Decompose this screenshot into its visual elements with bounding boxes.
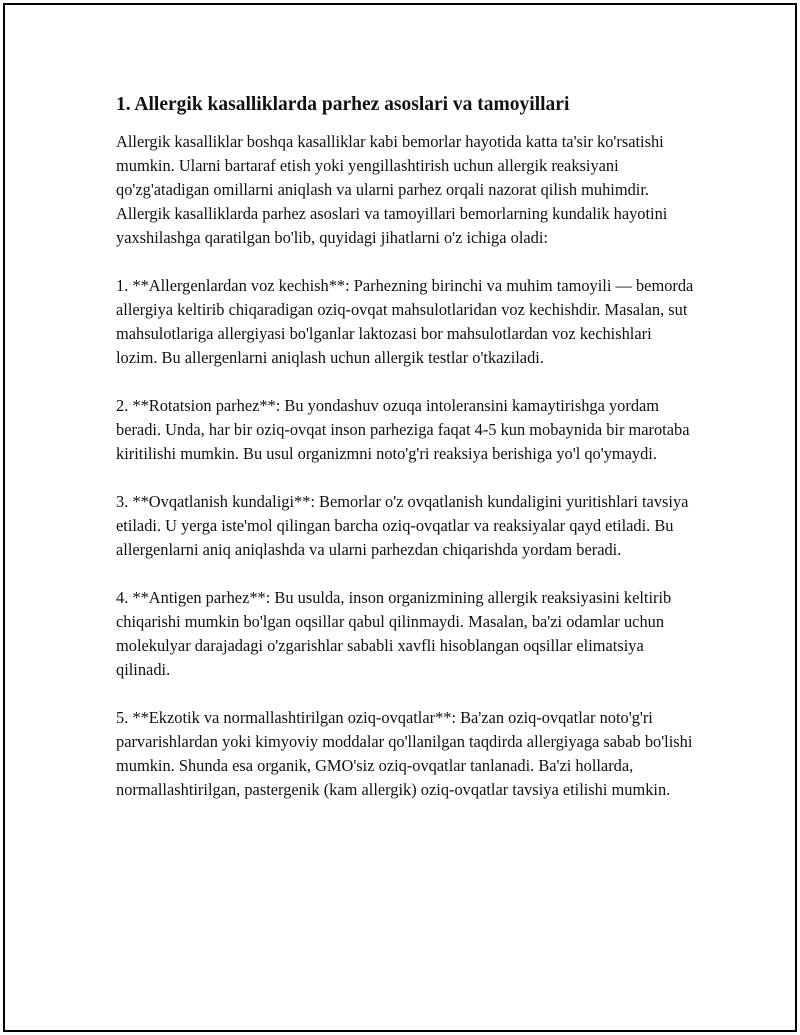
list-item-rotation-diet: 2. **Rotatsion parhez**: Bu yondashuv ozuqa intoleransini kamaytirishga yordam beradi. Unda, har bir oziq-ovqat inson parheziga faqat 4-5 kun mobaynida bir marotaba kiritilishi mumkin. Bu usul organizmni noto'g'ri reaksiya berishiga yo'l qo'ymaydi. (116, 396, 690, 463)
list-item-antigen-diet: 4. **Antigen parhez**: Bu usulda, inson organizmining allergik reaksiyasini keltirib chiqarishi mumkin bo'lgan oqsillar qabul qilinmaydi. Masalan, ba'zi odamlar uchun molekulyar darajadagi o'zgarishlar sababli xavfli hisoblangan oqsillar elimatsiya qilinadi. (116, 588, 672, 679)
document-body (116, 92, 696, 826)
document-title: 1. Allergik kasalliklarda parhez asoslari va tamoyillari (116, 94, 570, 115)
list-item-food-diary: 3. **Ovqatlanish kundaligi**: Bemorlar o'z ovqatlanish kundaligini yuritishlari tavsiya etiladi. U yerga iste'mol qilingan barcha oziq-ovqatlar va reaksiyalar qayd etiladi. Bu allergenlarni aniq aniqlashda va ularni parhezdan chiqarishda yordam beradi. (116, 492, 689, 559)
list-item-exotic-foods: 5. **Ekzotik va normallashtirilgan oziq-ovqatlar**: Ba'zan oziq-ovqatlar noto'g'ri parvarishlardan yoki kimyoviy moddalar qo'llanilgan taqdirda allergiyaga sabab bo'lishi mumkin. Shunda esa organik, GMO'siz oziq-ovqatlar tanlanadi. Ba'zi hollarda, normallashtirilgan, pastergenik (kam allergik) oziq-ovqatlar tavsiya etilishi mumkin. (116, 708, 693, 799)
intro-paragraph: Allergik kasalliklar boshqa kasalliklar kabi bemorlar hayotida katta ta'sir ko'rsatishi mumkin. Ularni bartaraf etish yoki yengillashtirish uchun allergik reaksiyani qo'zg'atadigan omillarni aniqlash va ularni parhez orqali nazorat qilish muhimdir. Allergik kasalliklarda parhez asoslari va tamoyillari bemorlarning kundalik hayotini yaxshilashga qaratilgan bo'lib, quyidagi jihatlarni o'z ichiga oladi: (116, 132, 668, 247)
list-item-allergen-avoidance: 1. **Allergenlardan voz kechish**: Parhezning birinchi va muhim tamoyili — bemorda allergiya keltirib chiqaradigan oziq-ovqat mahsulotlaridan voz kechishdir. Masalan, sut mahsulotlariga allergiyasi bo'lganlar laktozasi bor mahsulotlardan voz kechishlari lozim. Bu allergenlarni aniqlash uchun allergik testlar o'tkaziladi. (116, 276, 694, 367)
